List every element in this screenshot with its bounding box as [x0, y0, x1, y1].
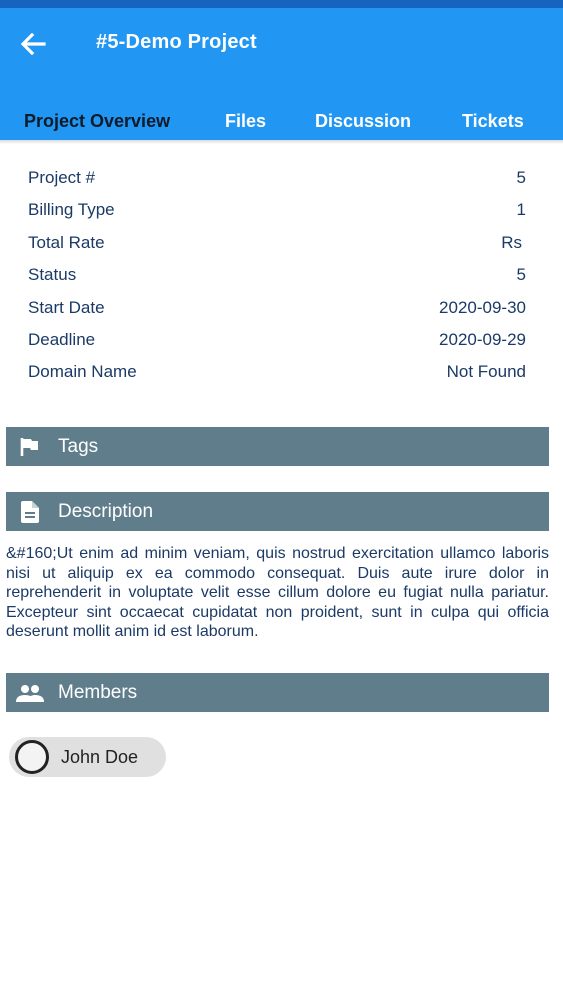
detail-label: Project #: [28, 168, 96, 187]
back-button[interactable]: [16, 30, 50, 58]
arrow-left-icon: [20, 33, 46, 55]
description-text: &#160;Ut enim ad minim veniam, quis nostrud exercitation ullamco laboris nisi ut aliquip ex ea commodo consequat. Duis aute irure dolor in reprehenderit in voluptate velit esse cillum dolore eu fugiat nulla pariatur. Excepteur sint occaecat cupidatat non proident, sunt in culpa qui officia deserunt mollit anim id est laborum.: [6, 545, 549, 640]
detail-value: 1: [516, 200, 526, 220]
tab-shadow: [0, 140, 563, 144]
member-name: John Doe: [61, 746, 139, 767]
detail-label: Deadline: [28, 329, 96, 349]
avatar: [15, 740, 49, 774]
tab-tickets[interactable]: Tickets: [462, 111, 524, 131]
detail-row-domain-name: [28, 356, 526, 388]
detail-value: Not Found: [446, 362, 526, 382]
tags-section-header[interactable]: [6, 427, 549, 466]
section-title: Description: [58, 500, 154, 522]
detail-row-project-number: [28, 162, 526, 194]
detail-label: Start Date: [28, 297, 105, 317]
page-title: #5-Demo Project: [96, 31, 257, 53]
section-title: Members: [58, 681, 138, 703]
detail-value: 2020-09-29: [439, 329, 526, 349]
detail-value: 2020-09-30: [439, 297, 526, 317]
status-bar: [0, 0, 563, 8]
detail-row-deadline: [28, 324, 526, 356]
detail-row-start-date: [28, 292, 526, 324]
document-icon: [6, 492, 54, 531]
tab-discussion[interactable]: Discussion: [315, 111, 412, 131]
flag-icon: [6, 427, 54, 466]
detail-label: Domain Name: [28, 362, 137, 382]
detail-value: Rs: [501, 232, 522, 252]
detail-label: Status: [28, 265, 77, 285]
tab-files[interactable]: Files: [225, 111, 267, 131]
project-details: [28, 162, 526, 389]
detail-value: 5: [516, 265, 526, 285]
people-icon: [6, 673, 54, 712]
member-chip[interactable]: [9, 737, 166, 777]
detail-label: Billing Type: [28, 200, 115, 220]
detail-row-status: [28, 259, 526, 291]
detail-row-total-rate: [28, 227, 526, 259]
detail-row-billing-type: [28, 194, 526, 226]
detail-label: Total Rate: [28, 232, 105, 252]
section-title: Tags: [58, 435, 99, 457]
detail-value: 5: [516, 168, 526, 187]
description-section-header[interactable]: [6, 492, 549, 531]
tab-project-overview[interactable]: Project Overview: [24, 111, 171, 131]
tab-bar: [0, 110, 563, 142]
members-section-header[interactable]: [6, 673, 549, 712]
